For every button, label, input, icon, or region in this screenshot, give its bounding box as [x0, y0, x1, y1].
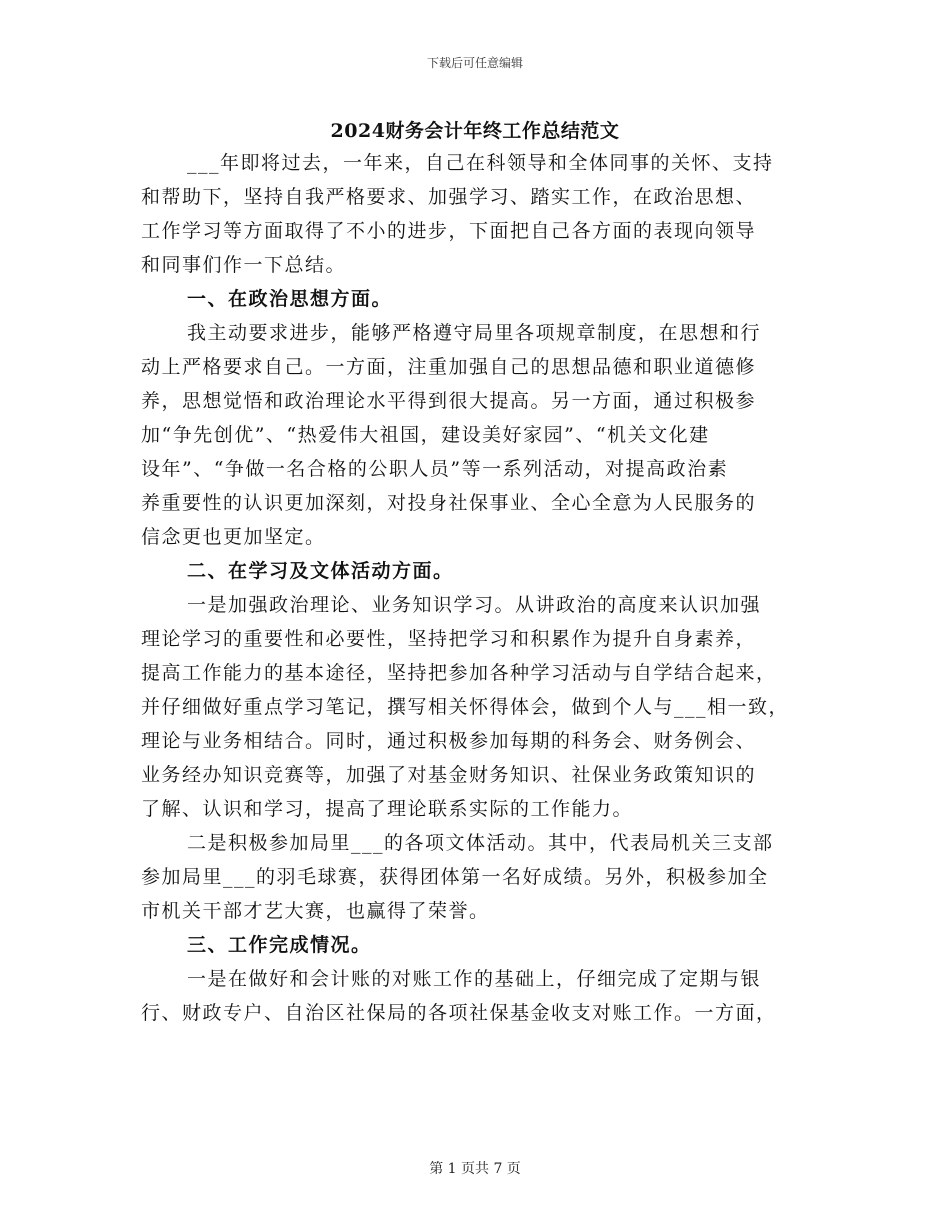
text-line: ___年即将过去，一年来，自己在科领导和全体同事的关怀、支持	[187, 152, 774, 174]
text-line: 一是在做好和会计账的对账工作的基础上，仔细完成了定期与银	[187, 968, 762, 990]
document-body	[141, 146, 816, 1030]
text-line: 养重要性的认识更加深刻，对投身社保事业、全心全意为人民服务的	[141, 492, 757, 514]
page-footer: 第 1 页共 7 页	[429, 1161, 521, 1177]
text-line: 加“争先创优”、“热爱伟大祖国，建设美好家园”、“机关文化建	[141, 424, 710, 446]
text-line: 理论与业务相结合。同时，通过积极参加每期的科务会、财务例会、	[141, 730, 757, 752]
text-line: 行、财政专户、自治区社保局的各项社保基金收支对账工作。一方面，	[141, 1002, 777, 1024]
text-line: 我主动要求进步，能够严格遵守局里各项规章制度，在思想和行	[187, 322, 762, 344]
section-heading: 三、工作完成情况。	[187, 934, 372, 956]
text-line: 信念更也更加坚定。	[141, 526, 326, 548]
text-line: 并仔细做好重点学习笔记，撰写相关怀得体会，做到个人与___相一致，	[141, 696, 790, 718]
section-heading: 二、在学习及文体活动方面。	[187, 560, 454, 582]
text-line: 工作学习等方面取得了不小的进步，下面把自己各方面的表现向领导	[141, 220, 757, 242]
text-line: 和帮助下，坚持自我严格要求、加强学习、踏实工作，在政治思想、	[141, 186, 757, 208]
header-note: 下载后可任意编辑	[426, 56, 523, 70]
text-line: 养，思想觉悟和政治理论水平得到很大提高。另一方面，通过积极参	[141, 390, 757, 412]
text-line: 二是积极参加局里___的各项文体活动。其中，代表局机关三支部	[187, 832, 774, 854]
text-line: 和同事们作一下总结。	[141, 254, 347, 276]
text-line: 提高工作能力的基本途径，坚持把参加各种学习活动与自学结合起来，	[141, 662, 777, 684]
text-line: 了解、认识和学习，提高了理论联系实际的工作能力。	[141, 798, 634, 820]
text-line: 参加局里___的羽毛球赛，获得团体第一名好成绩。另外，积极参加全	[141, 866, 769, 888]
text-line: 市机关干部才艺大赛，也赢得了荣誉。	[141, 900, 490, 922]
text-line: 理论学习的重要性和必要性，坚持把学习和积累作为提升自身素养，	[141, 628, 757, 650]
text-line: 动上严格要求自己。一方面，注重加强自己的思想品德和职业道德修	[141, 356, 757, 378]
text-line: 业务经办知识竞赛等，加强了对基金财务知识、社保业务政策知识的	[141, 764, 757, 786]
section-heading: 一、在政治思想方面。	[187, 288, 393, 310]
text-line: 设年”、“争做一名合格的公职人员”等一系列活动，对提高政治素	[141, 458, 729, 480]
text-line: 一是加强政治理论、业务知识学习。从讲政治的高度来认识加强	[187, 594, 762, 616]
document-title: 2024财务会计年终工作总结范文	[330, 120, 620, 142]
